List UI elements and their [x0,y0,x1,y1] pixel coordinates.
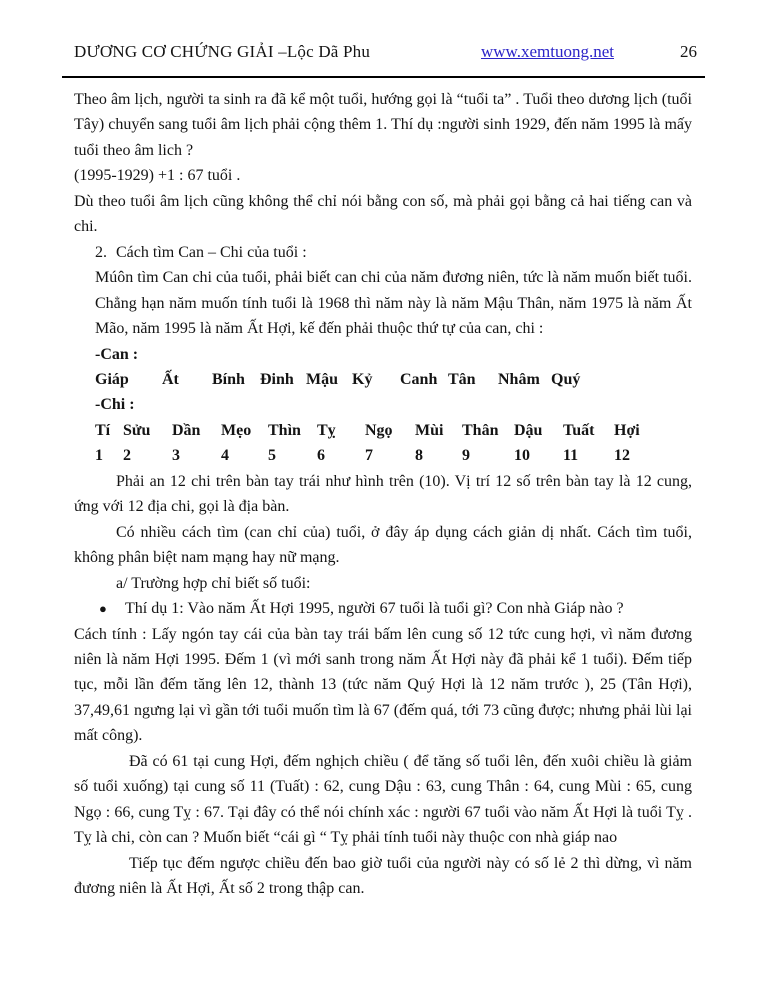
header-divider [62,76,705,78]
numbered-list-item [95,240,692,265]
chi-cell: Dần [172,421,201,439]
bullet-item [95,596,692,621]
paragraph-formula: (1995-1929) +1 : 67 tuổi . [74,167,241,185]
header-website-link[interactable]: www.xemtuong.net [481,42,614,61]
page-number: 26 [680,42,697,61]
chi-row [95,418,692,443]
header-title: DƯƠNG CƠ CHỨNG GIẢI –Lộc Dã Phu [74,42,371,61]
paragraph-truong-hop: a/ Trường hợp chỉ biết số tuổi: [116,574,311,592]
can-cell: Tân [448,370,476,388]
can-cell: Quý [551,370,581,388]
can-cell: Đinh [260,370,294,388]
paragraph-cach-tinh: Cách tính : Lấy ngón tay cái của bàn tay trái bấm lên cung số 12 tức cung hợi, vì năm đương niên là năm Hợi 1995. Đếm 1 (vì mới sanh trong năm Ất Hợi này đã phải kể 1 tuổi). Đếm tiếp tục, mỗi lần đếm tăng lên 12, thành 13 (tức năm Quý Hợi là 12 năm trước ), 25 (Tân Hợi), 37,49,61 ngưng lại vì gần tới tuổi muốn tìm là 67 (đếm quá, tới 73 cũng được; nhưng phải lùi lại mất công). [74,625,692,745]
list-item-number: 2. [95,243,107,261]
chi-cell: Thân [462,421,499,439]
chi-cell: Tuất [563,421,595,439]
can-cell: Ất [162,370,179,388]
chi-number-row [95,443,692,468]
bullet-icon: ● [99,601,107,617]
chi-number-cell: 8 [415,447,423,465]
can-cell: Giáp [95,370,129,388]
chi-number-cell: 12 [614,447,630,465]
chi-cell: Tỵ [317,421,336,439]
can-cell: Kỷ [352,370,373,388]
page-header [74,42,697,62]
chi-label: -Chi : [95,396,135,414]
chi-number-cell: 9 [462,447,470,465]
can-label: -Can : [95,345,139,363]
paragraph-muon-tim: Múôn tìm Can chi của tuổi, phải biết can chi của năm đương niên, tức là năm muốn biết tuổi. Chẳng hạn năm muốn tính tuổi là 1968 thì năm này là năm Mậu Thân, năm 1975 là năm Ất Mão, năm 1995 là năm Ất Hợi, kế đến phải thuộc thứ tự của can, chi : [95,269,692,338]
chi-cell: Tí [95,421,111,439]
chi-number-cell: 3 [172,447,180,465]
can-cell: Bính [212,370,245,388]
chi-number-cell: 4 [221,447,229,465]
chi-cell: Mẹo [221,421,252,439]
chi-number-cell: 11 [563,447,579,465]
chi-cell: Thìn [268,421,301,439]
chi-number-cell: 1 [95,447,103,465]
paragraph-tiep-tuc: Tiếp tục đếm ngược chiều đến bao giờ tuổi của người này có số lẻ 2 thì dừng, vì năm đương niên là Ất Hợi, Ất số 2 trong thập can. [74,854,692,898]
can-cell: Canh [400,370,438,388]
chi-cell: Mùi [415,421,444,439]
chi-number-cell: 7 [365,447,373,465]
chi-number-cell: 5 [268,447,276,465]
paragraph-du-theo: Dù theo tuổi âm lịch cũng không thể chỉ nói bằng con số, mà phải gọi bằng cả hai tiếng can và chi. [74,192,692,236]
chi-cell: Sửu [123,421,151,439]
chi-number-cell: 6 [317,447,325,465]
page-body [74,87,692,902]
chi-number-cell: 10 [514,447,530,465]
chi-cell: Dậu [514,421,543,439]
chi-cell: Hợi [614,421,640,439]
paragraph-phai-an: Phải an 12 chi trên bàn tay trái như hình trên (10). Vị trí 12 số trên bàn tay là 12 cung, ứng với 12 địa chi, gọi là địa bàn. [74,472,692,516]
chi-cell: Ngọ [365,421,393,439]
list-item-text: Cách tìm Can – Chi của tuổi : [116,243,307,261]
can-cell: Mậu [306,370,338,388]
bullet-text: Thí dụ 1: Vào năm Ất Hợi 1995, người 67 tuổi là tuổi gì? Con nhà Giáp nào ? [125,600,624,618]
chi-number-cell: 2 [123,447,131,465]
can-cell: Nhâm [498,370,540,388]
paragraph-co-nhieu: Có nhiều cách tìm (can chỉ của) tuổi, ở đây áp dụng cách giản dị nhất. Cách tìm tuổi, không phân biệt nam mạng hay nữ mạng. [74,523,692,567]
paragraph-intro: Theo âm lịch, người ta sinh ra đã kể một tuổi, hướng gọi là “tuổi ta” . Tuổi theo dương lịch (tuổi Tây) chuyển sang tuổi âm lịch phải cộng thêm 1. Thí dụ :người sinh 1929, đến năm 1995 là mấy tuổi theo âm lich ? [74,91,692,159]
can-row [95,367,692,392]
paragraph-da-co: Đã có 61 tại cung Hợi, đếm nghịch chiều ( để tăng số tuổi lên, đến xuôi chiều là giảm số tuổi xuống) tại cung số 11 (Tuất) : 62, cung Dậu : 63, cung Thân : 64, cung Mùi : 65, cung Ngọ : 66, cung Tỵ : 67. Tại đây có thể nói chính xác : người 67 tuổi vào năm Ất Hợi là tuổi Tỵ . Tỵ là chi, còn can ? Muốn biết “cái gì “ Tỵ phải tính tuổi này thuộc con nhà giáp nao [74,752,692,847]
